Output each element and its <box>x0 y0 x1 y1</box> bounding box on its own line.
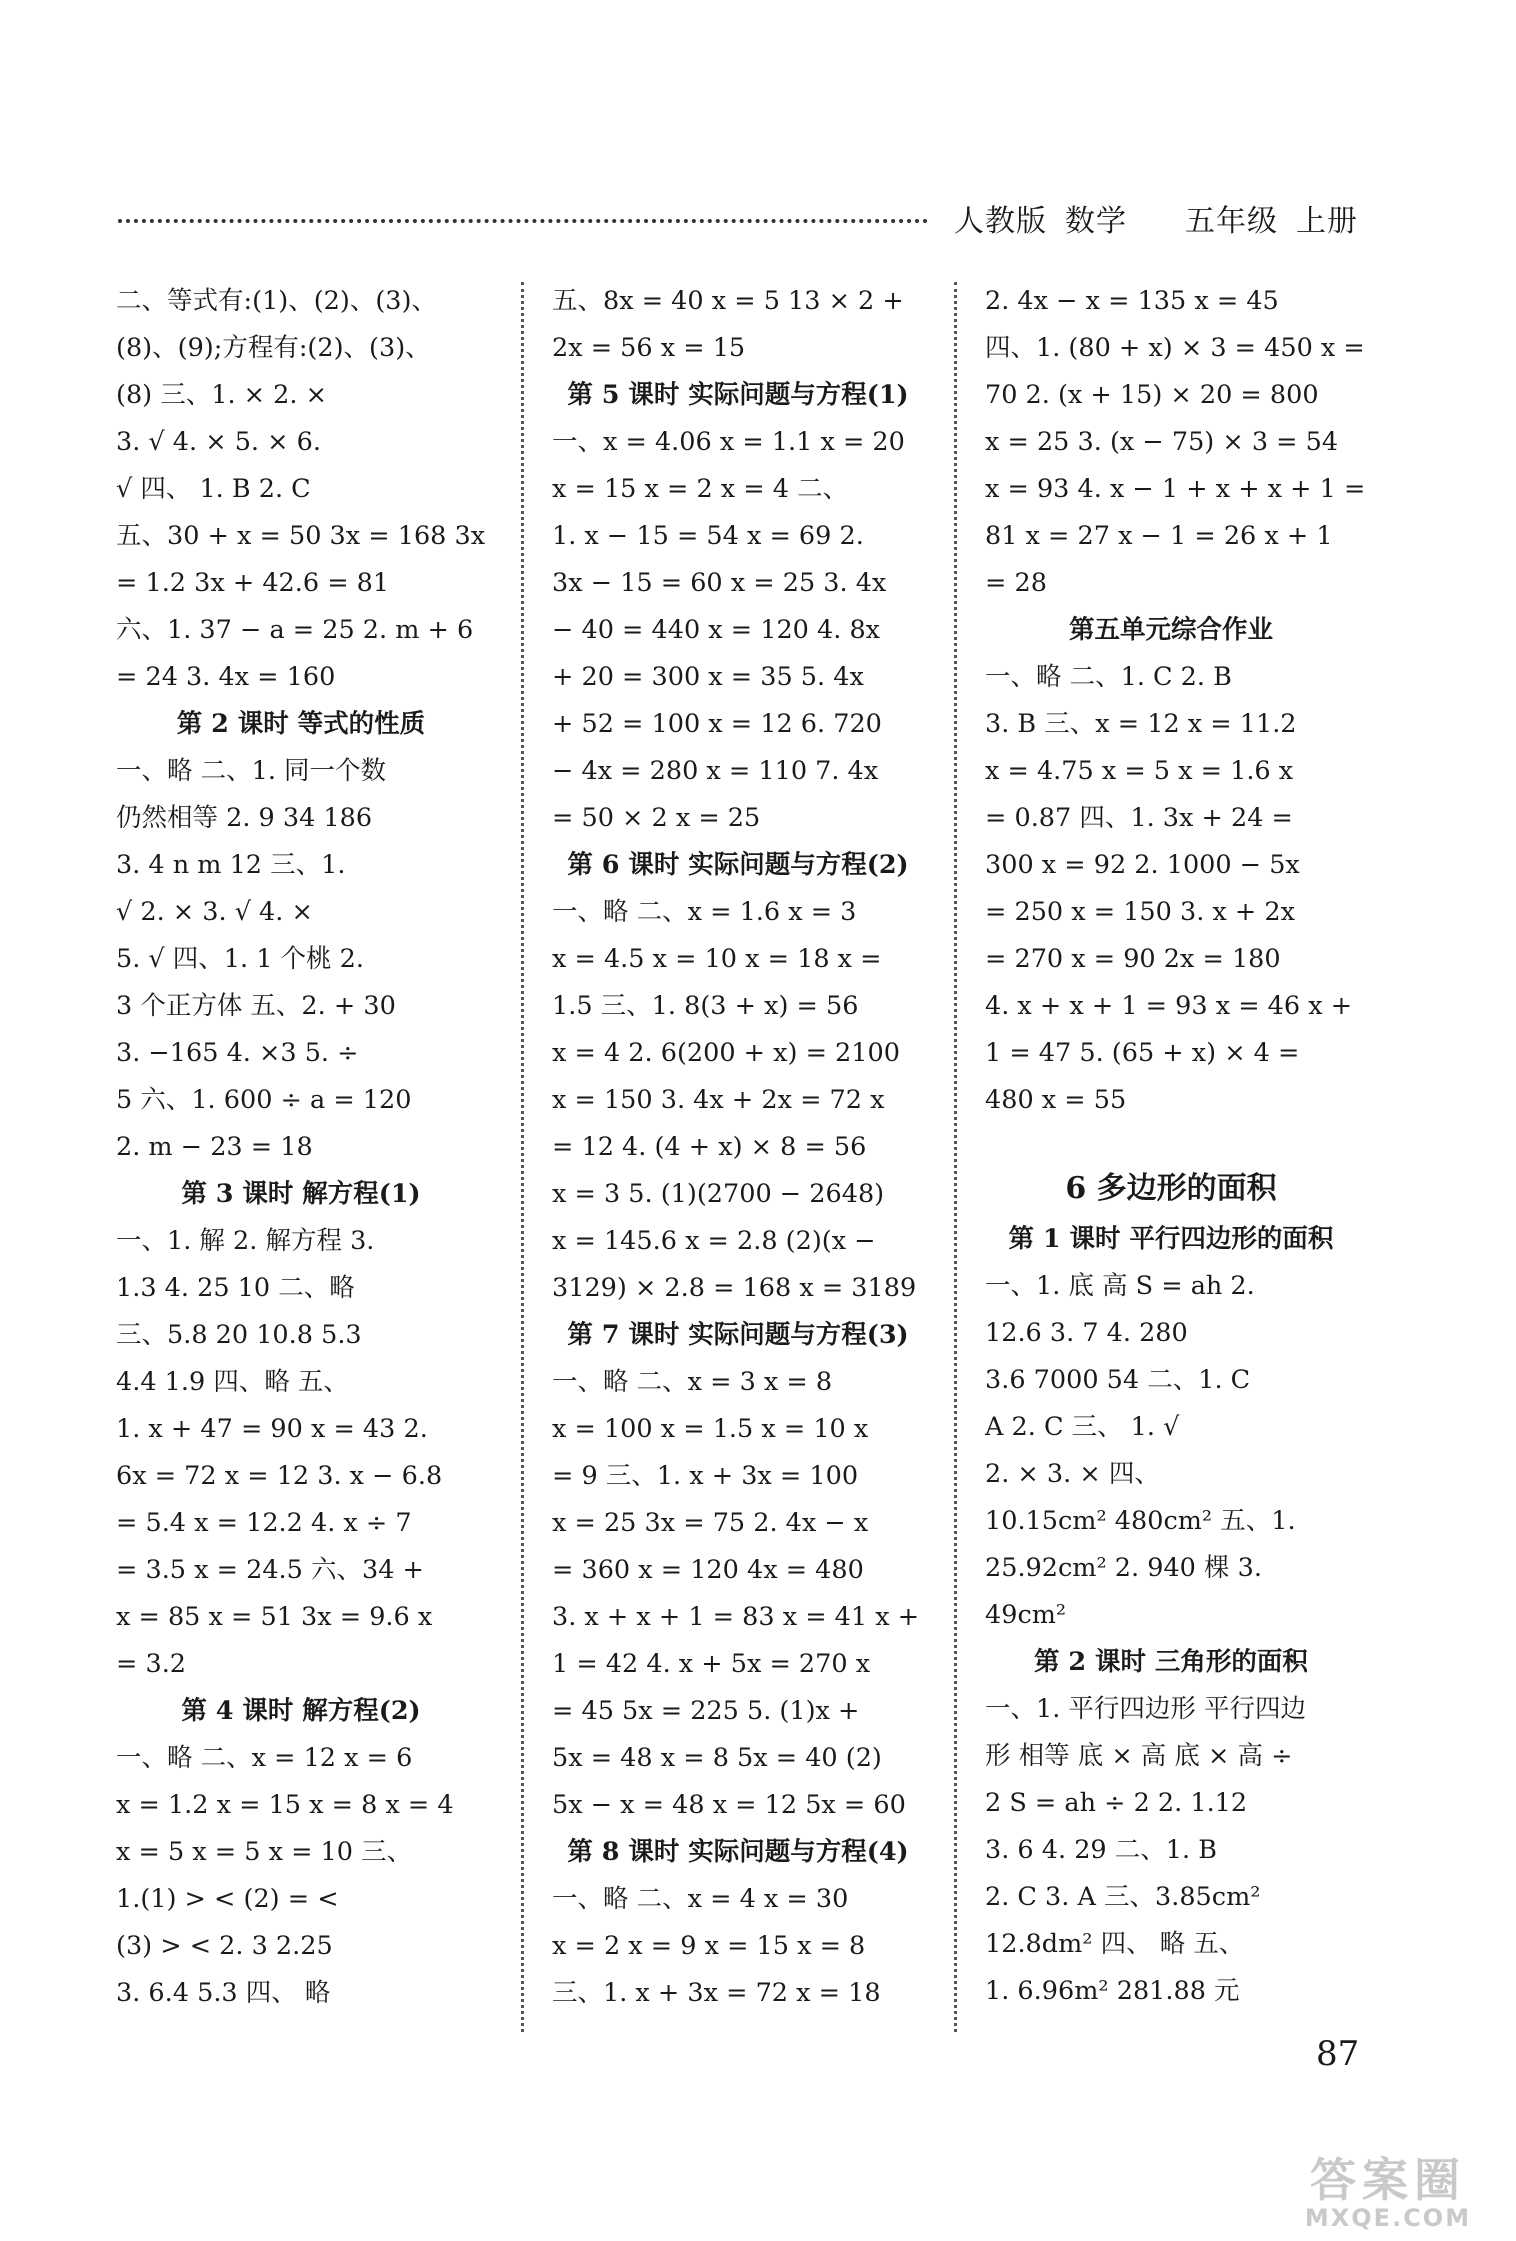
answer-line: 5x − x = 48 x = 12 5x = 60 <box>552 1790 906 1820</box>
answer-line: √ 四、 1. B 2. C <box>116 474 311 504</box>
answer-line: x = 3 5. (1)(2700 − 2648) <box>552 1179 885 1209</box>
lesson-heading: 第 5 课时 实际问题与方程(1) <box>567 380 909 410</box>
answer-line: 49cm² <box>985 1600 1067 1630</box>
answer-line: − 40 = 440 x = 120 4. 8x <box>552 615 881 645</box>
answer-line: 25.92cm² 2. 940 棵 3. <box>985 1553 1262 1583</box>
answer-line: 一、略 二、x = 12 x = 6 <box>116 1743 413 1773</box>
answer-line: 1.(1) > < (2) = < <box>116 1884 339 1914</box>
answer-line: 3129) × 2.8 = 168 x = 3189 <box>552 1273 917 1303</box>
answer-line: 2. 4x − x = 135 x = 45 <box>985 286 1279 316</box>
answer-column-3 <box>985 278 1366 2015</box>
answer-line: 1 = 47 5. (65 + x) × 4 = <box>985 1038 1300 1068</box>
answer-line: = 250 x = 150 3. x + 2x <box>985 897 1295 927</box>
answer-line: 三、1. x + 3x = 72 x = 18 <box>552 1978 881 2008</box>
watermark-logo-text: 答案圈 <box>1310 2153 1466 2207</box>
answer-line: 3. x + x + 1 = 83 x = 41 x + <box>552 1602 920 1632</box>
answer-line: = 5.4 x = 12.2 4. x ÷ 7 <box>116 1508 412 1538</box>
answer-line: x = 25 3x = 75 2. 4x − x <box>552 1508 869 1538</box>
answer-line: 四、1. (80 + x) × 3 = 450 x = <box>985 333 1365 363</box>
answer-line: 5 六、1. 600 ÷ a = 120 <box>116 1085 412 1115</box>
answer-line: 一、1. 平行四边形 平行四边 <box>985 1694 1307 1724</box>
answer-line: 5. √ 四、1. 1 个桃 2. <box>116 944 364 974</box>
header-dotted-leader <box>118 219 928 223</box>
answer-line: = 270 x = 90 2x = 180 <box>985 944 1281 974</box>
answer-line: 三、5.8 20 10.8 5.3 <box>116 1320 362 1350</box>
answer-line: = 1.2 3x + 42.6 = 81 <box>116 568 390 598</box>
answer-line: 形 相等 底 × 高 底 × 高 ÷ <box>985 1741 1293 1771</box>
lesson-heading: 第 6 课时 实际问题与方程(2) <box>567 850 909 880</box>
answer-line: 3. 6.4 5.3 四、 略 <box>116 1978 331 2008</box>
answer-line: x = 150 3. 4x + 2x = 72 x <box>552 1085 885 1115</box>
answer-line: 10.15cm² 480cm² 五、1. <box>985 1506 1296 1536</box>
answer-line: x = 85 x = 51 3x = 9.6 x <box>116 1602 433 1632</box>
answer-line: 70 2. (x + 15) × 20 = 800 <box>985 380 1319 410</box>
answer-line: A 2. C 三、 1. √ <box>985 1412 1180 1442</box>
answer-line: = 45 5x = 225 5. (1)x + <box>552 1696 860 1726</box>
answer-line: = 12 4. (4 + x) × 8 = 56 <box>552 1132 867 1162</box>
answer-line: 五、8x = 40 x = 5 13 × 2 + <box>552 286 904 316</box>
answer-line: 2. m − 23 = 18 <box>116 1132 313 1162</box>
answer-line: 六、1. 37 − a = 25 2. m + 6 <box>116 615 474 645</box>
answer-line: 一、1. 解 2. 解方程 3. <box>116 1226 375 1256</box>
watermark-logo <box>1268 2150 1508 2236</box>
answer-line: (8)、(9);方程有:(2)、(3)、 <box>116 333 431 363</box>
answer-line: x = 4 2. 6(200 + x) = 2100 <box>552 1038 900 1068</box>
answer-line: (8) 三、1. × 2. × <box>116 380 327 410</box>
answer-line: 3. −165 4. ×3 5. ÷ <box>116 1038 359 1068</box>
page-header <box>118 196 1358 240</box>
answer-column-1 <box>116 278 486 2017</box>
answer-line: = 3.5 x = 24.5 六、34 + <box>116 1555 424 1585</box>
page-number: 87 <box>1316 2034 1360 2074</box>
lesson-heading: 第 2 课时 等式的性质 <box>176 709 426 739</box>
lesson-heading: 第 4 课时 解方程(2) <box>181 1696 421 1726</box>
answer-line: 2x = 56 x = 15 <box>552 333 746 363</box>
lesson-heading: 第 8 课时 实际问题与方程(4) <box>567 1837 909 1867</box>
answer-line: x = 25 3. (x − 75) × 3 = 54 <box>985 427 1339 457</box>
answer-line: = 28 <box>985 568 1047 598</box>
answer-line: + 52 = 100 x = 12 6. 720 <box>552 709 882 739</box>
answer-line: x = 145.6 x = 2.8 (2)(x − <box>552 1226 876 1256</box>
answer-line: 一、1. 底 高 S = ah 2. <box>985 1271 1255 1301</box>
header-edition: 人教版 <box>954 204 1047 239</box>
answer-line: 1. x − 15 = 54 x = 69 2. <box>552 521 864 551</box>
answer-line: (3) > < 2. 3 2.25 <box>116 1931 333 1961</box>
lesson-heading: 第 2 课时 三角形的面积 <box>1034 1647 1308 1677</box>
answer-line: 3. B 三、x = 12 x = 11.2 <box>985 709 1297 739</box>
answer-line: 五、30 + x = 50 3x = 168 3x <box>116 521 486 551</box>
answer-line: 2 S = ah ÷ 2 2. 1.12 <box>985 1788 1248 1818</box>
answer-line: x = 93 4. x − 1 + x + x + 1 = <box>985 474 1366 504</box>
answer-line: √ 2. × 3. √ 4. × <box>116 897 313 927</box>
header-grade: 五年级 <box>1185 204 1278 239</box>
answer-line: 1.3 4. 25 10 二、略 <box>116 1273 355 1303</box>
answer-line: 2. × 3. × 四、 <box>985 1459 1160 1489</box>
header-subject: 数学 <box>1065 204 1127 239</box>
answer-line: x = 4.5 x = 10 x = 18 x = <box>552 944 882 974</box>
answer-line: x = 5 x = 5 x = 10 三、 <box>116 1837 413 1867</box>
answer-line: 3x − 15 = 60 x = 25 3. 4x <box>552 568 887 598</box>
answer-line: 仍然相等 2. 9 34 186 <box>116 803 373 833</box>
lesson-heading: 第 7 课时 实际问题与方程(3) <box>567 1320 909 1350</box>
header-volume: 上册 <box>1296 204 1358 239</box>
answer-line: 2. C 3. A 三、3.85cm² <box>985 1882 1261 1912</box>
answer-line: x = 100 x = 1.5 x = 10 x <box>552 1414 869 1444</box>
lesson-heading: 第 1 课时 平行四边形的面积 <box>1008 1224 1334 1254</box>
answer-line: 一、略 二、x = 4 x = 30 <box>552 1884 849 1914</box>
answer-line: = 0.87 四、1. 3x + 24 = <box>985 803 1293 833</box>
answer-line: 一、略 二、x = 3 x = 8 <box>552 1367 833 1397</box>
answer-line: = 9 三、1. x + 3x = 100 <box>552 1461 859 1491</box>
answer-line: = 360 x = 120 4x = 480 <box>552 1555 864 1585</box>
answer-line: 4. x + x + 1 = 93 x = 46 x + <box>985 991 1353 1021</box>
answer-line: 3. 6 4. 29 二、1. B <box>985 1835 1217 1865</box>
answer-line: x = 15 x = 2 x = 4 二、 <box>552 474 849 504</box>
answer-line: 3. 4 n m 12 三、1. <box>116 850 346 880</box>
answer-column-2 <box>552 278 924 2017</box>
answer-line: 6x = 72 x = 12 3. x − 6.8 <box>116 1461 443 1491</box>
answer-line: 一、x = 4.06 x = 1.1 x = 20 <box>552 427 905 457</box>
lesson-heading: 第五单元综合作业 <box>1068 615 1273 645</box>
answer-line: 12.8dm² 四、 略 五、 <box>985 1929 1245 1959</box>
answer-line: x = 4.75 x = 5 x = 1.6 x <box>985 756 1294 786</box>
answer-line: 5x = 48 x = 8 5x = 40 (2) <box>552 1743 882 1773</box>
answer-line: 12.6 3. 7 4. 280 <box>985 1318 1188 1348</box>
answer-line: x = 1.2 x = 15 x = 8 x = 4 <box>116 1790 454 1820</box>
answer-line: 1. 6.96m² 281.88 元 <box>985 1976 1240 2006</box>
header-text <box>954 196 1358 240</box>
answer-line: 300 x = 92 2. 1000 − 5x <box>985 850 1300 880</box>
answer-line: 二、等式有:(1)、(2)、(3)、 <box>116 286 437 316</box>
answer-line: 3. √ 4. × 5. × 6. <box>116 427 321 457</box>
answer-line: x = 2 x = 9 x = 15 x = 8 <box>552 1931 866 1961</box>
answer-line: 4.4 1.9 四、略 五、 <box>116 1367 349 1397</box>
column-divider-1 <box>521 282 524 2032</box>
answer-line: = 24 3. 4x = 160 <box>116 662 336 692</box>
answer-line: 一、略 二、1. 同一个数 <box>116 756 387 786</box>
answer-line: 3.6 7000 54 二、1. C <box>985 1365 1251 1395</box>
answer-line: = 3.2 <box>116 1649 187 1679</box>
watermark-url: MXQE.COM <box>1304 2204 1472 2232</box>
answer-line: 一、略 二、x = 1.6 x = 3 <box>552 897 857 927</box>
chapter-heading: 6 多边形的面积 <box>1065 1171 1277 1206</box>
answer-line: 3 个正方体 五、2. + 30 <box>116 991 396 1021</box>
answer-line: 1 = 42 4. x + 5x = 270 x <box>552 1649 871 1679</box>
answer-line: 480 x = 55 <box>985 1085 1127 1115</box>
answer-line: − 4x = 280 x = 110 7. 4x <box>552 756 879 786</box>
answer-line: 1.5 三、1. 8(3 + x) = 56 <box>552 991 859 1021</box>
answer-line: + 20 = 300 x = 35 5. 4x <box>552 662 864 692</box>
answer-line: = 50 × 2 x = 25 <box>552 803 761 833</box>
answer-line: 81 x = 27 x − 1 = 26 x + 1 <box>985 521 1333 551</box>
column-divider-2 <box>954 282 957 2032</box>
answer-line: 一、略 二、1. C 2. B <box>985 662 1232 692</box>
lesson-heading: 第 3 课时 解方程(1) <box>181 1179 421 1209</box>
answer-line: 1. x + 47 = 90 x = 43 2. <box>116 1414 428 1444</box>
